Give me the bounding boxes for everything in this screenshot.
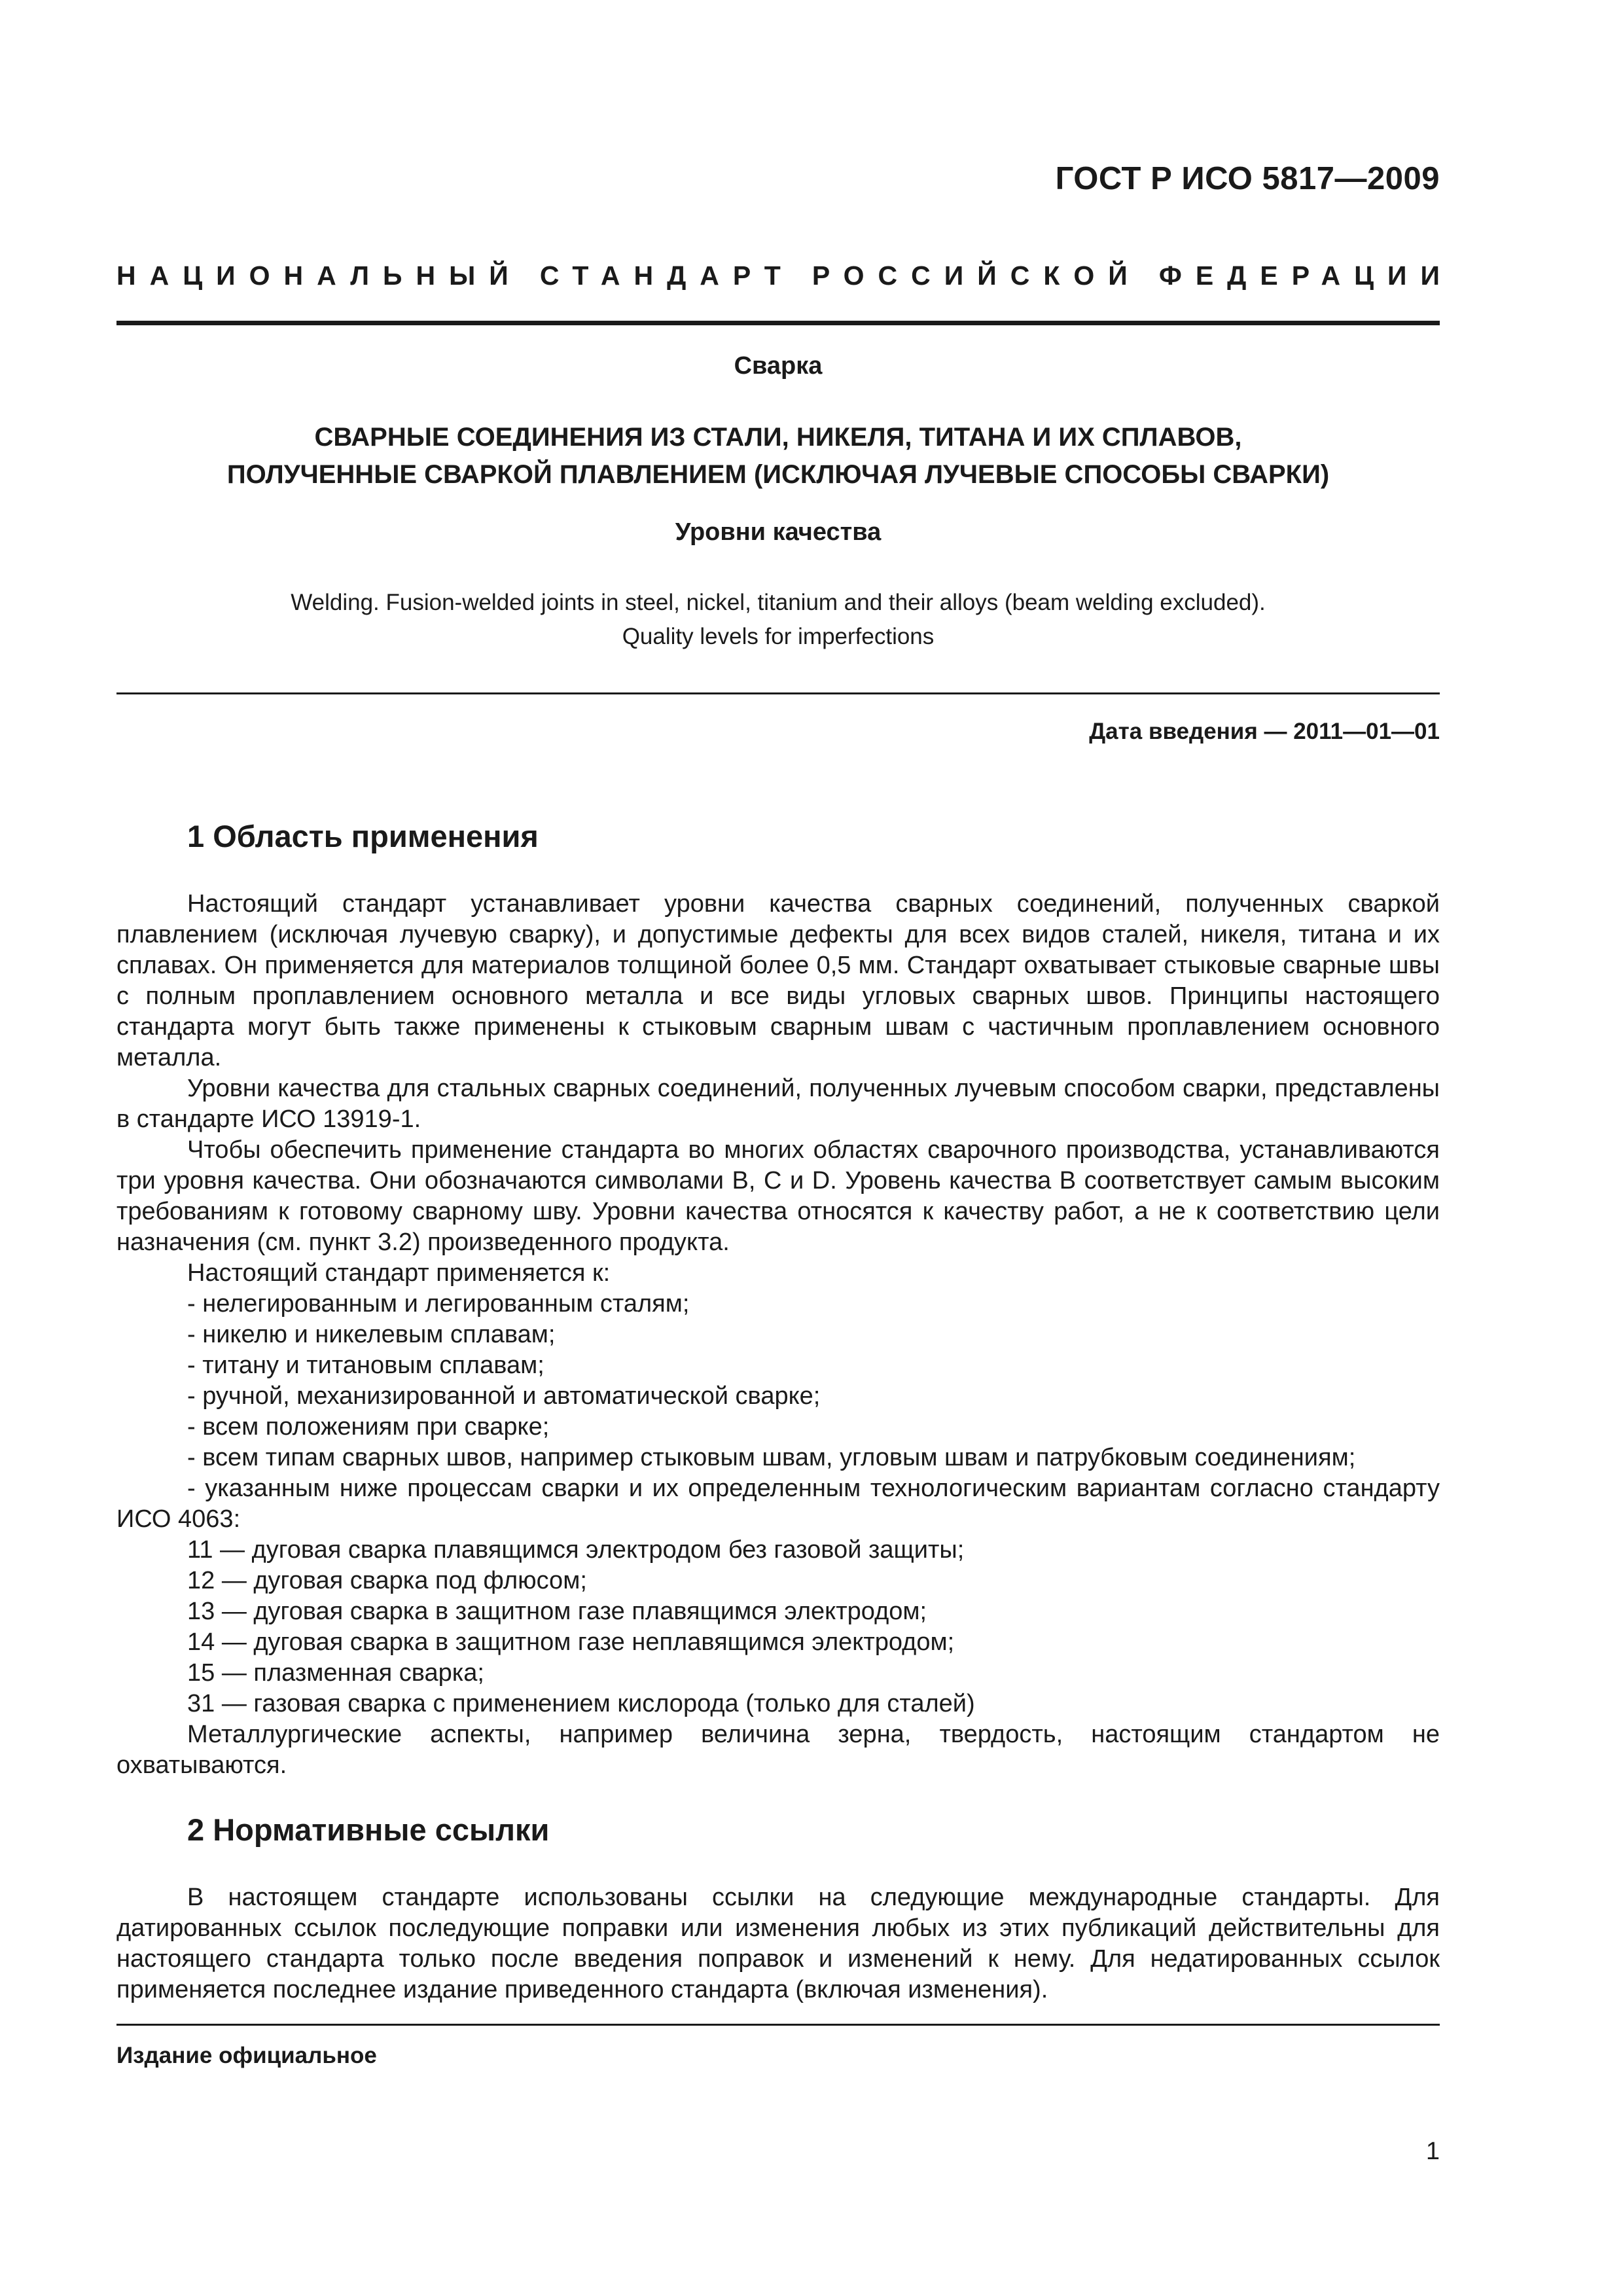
document-page xyxy=(116,0,1454,2296)
page-number: 1 xyxy=(1425,2138,1440,2165)
paragraph: Уровни качества для стальных сварных соединений, полученных лучевым способом сварки, представлены в стандарте ИСО 13919-1. xyxy=(116,1075,1440,1133)
paragraph: Настоящий стандарт применяется к: xyxy=(187,1259,611,1287)
process-item: 14 — дуговая сварка в защитном газе неплавящимся электродом; xyxy=(187,1628,955,1656)
list-item: - всем положениям при сварке; xyxy=(187,1413,550,1441)
process-item: 13 — дуговая сварка в защитном газе плавящимся электродом; xyxy=(187,1598,927,1625)
document-subject: Сварка xyxy=(734,352,823,380)
title-line: СВАРНЫЕ СОЕДИНЕНИЯ ИЗ СТАЛИ, НИКЕЛЯ, ТИТАНА И ИХ СПЛАВОВ, xyxy=(314,423,1242,452)
list-item: - ручной, механизированной и автоматической сварке; xyxy=(187,1382,821,1410)
national-standard-banner xyxy=(116,260,1454,291)
paragraph: Чтобы обеспечить применение стандарта во многих областях сварочного производства, устанавливаются три уровня качества. Они обозначаются символами В, С и D. Уровень качества В соответствует самым высоким требованиям к готовому сварному шву. Уровни качества относятся к качеству работ, а не к соответствию цели назначения (см. пункт 3.2) произведенного продукта. xyxy=(116,1136,1440,1256)
banner-word: ФЕДЕРАЦИИ xyxy=(1158,260,1454,291)
document-subtitle: Уровни качества xyxy=(675,518,882,546)
section-heading: 1 Область применения xyxy=(187,819,539,853)
english-title xyxy=(116,586,1440,654)
list-item: - титану и титановым сплавам; xyxy=(187,1352,544,1379)
paragraph: Металлургические аспекты, например величина зерна, твердость, настоящим стандартом не охватываются. xyxy=(116,1721,1440,1779)
process-item: 11 — дуговая сварка плавящимся электродом без газовой защиты; xyxy=(187,1536,965,1564)
section-body xyxy=(116,1882,1440,2005)
process-item: 12 — дуговая сварка под флюсом; xyxy=(187,1567,587,1594)
document-id: ГОСТ Р ИСО 5817—2009 xyxy=(1055,161,1440,196)
section-body xyxy=(116,889,1440,1781)
document-title xyxy=(116,419,1440,493)
banner-word: РОССИЙСКОЙ xyxy=(812,260,1141,291)
list-item: - нелегированным и легированным сталям; xyxy=(187,1290,690,1318)
process-item: 15 — плазменная сварка; xyxy=(187,1659,484,1687)
list-item: - всем типам сварных швов, например стыковым швам, угловым швам и патрубковым соединениям; xyxy=(187,1444,1356,1471)
paragraph: Настоящий стандарт устанавливает уровни качества сварных соединений, полученных сваркой плавлением (исключая лучевую сварку), и допустимые дефекты для всех видов сталей, никеля, титана и их сплавах. Он применяется для материалов толщиной более 0,5 мм. Стандарт охватывает стыковые сварные швы с полным проплавлением основного металла и все виды угловых сварных швов. Принципы настоящего стандарта могут быть также применены к стыковым сварным швам с частичным проплавлением основного металла. xyxy=(116,890,1440,1071)
list-item: - никелю и никелевым сплавам; xyxy=(187,1321,556,1348)
official-edition-label: Издание официальное xyxy=(116,2043,377,2068)
title-line: ПОЛУЧЕННЫЕ СВАРКОЙ ПЛАВЛЕНИЕМ (ИСКЛЮЧАЯ ЛУЧЕВЫЕ СПОСОБЫ СВАРКИ) xyxy=(226,460,1330,489)
section-heading: 2 Нормативные ссылки xyxy=(187,1812,550,1847)
paragraph: В настоящем стандарте использованы ссылки на следующие международные стандарты. Для датированных ссылок последующие поправки или изменения любых из этих публикаций действительны для настоящего стандарта только после введения поправок и изменений к нему. Для недатированных ссылок применяется последнее издание приведенного стандарта (включая изменения). xyxy=(116,1884,1440,2003)
english-title-line: Welding. Fusion-welded joints in steel, nickel, titanium and their alloys (beam welding excluded). xyxy=(291,590,1266,615)
header-rule xyxy=(116,321,1440,325)
banner-word: СТАНДАРТ xyxy=(539,260,794,291)
list-item: - указанным ниже процессам сварки и их определенным технологическим вариантам согласно стандарту ИСО 4063: xyxy=(116,1475,1440,1533)
process-item: 31 — газовая сварка с применением кислорода (только для сталей) xyxy=(187,1690,975,1717)
title-rule xyxy=(116,692,1440,694)
english-title-line: Quality levels for imperfections xyxy=(622,624,935,649)
introduction-date: Дата введения — 2011—01—01 xyxy=(1089,719,1440,744)
banner-word: НАЦИОНАЛЬНЫЙ xyxy=(116,260,522,291)
footer-rule xyxy=(116,2024,1440,2026)
